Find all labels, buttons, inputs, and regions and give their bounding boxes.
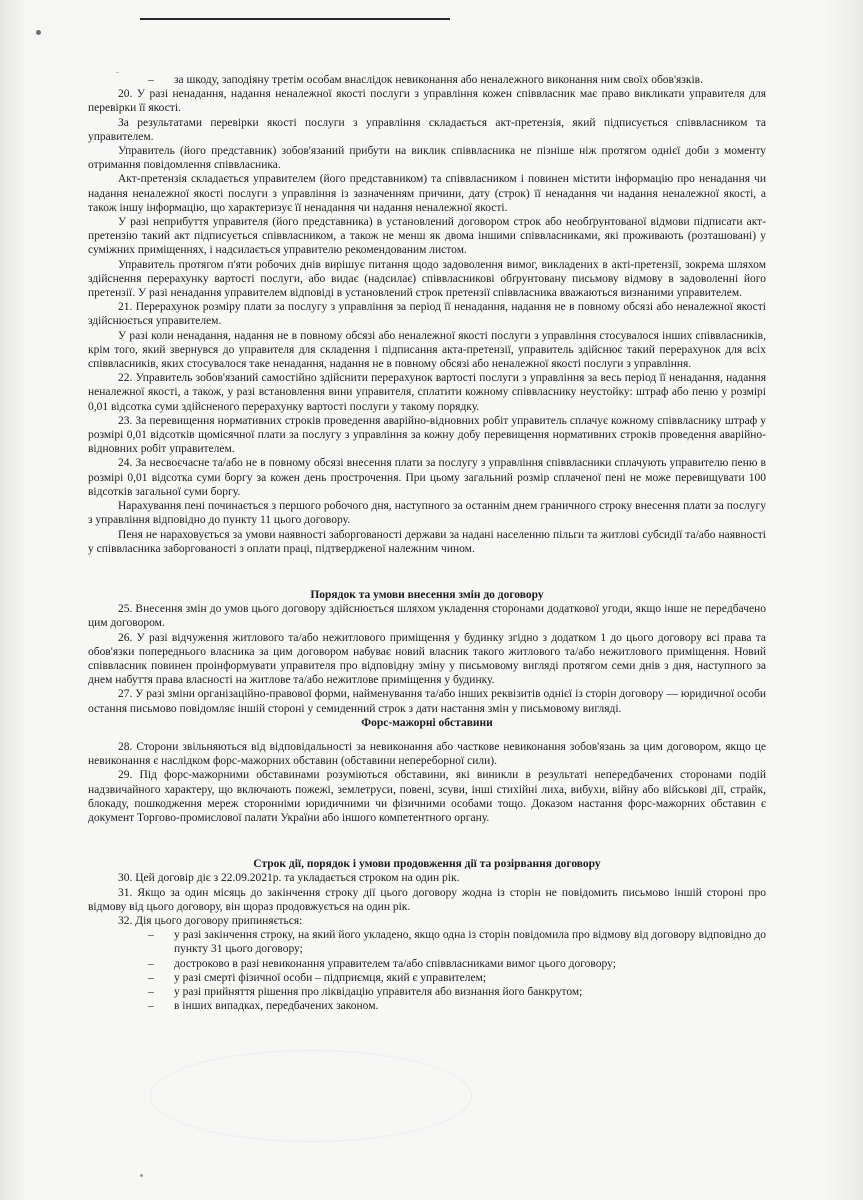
list-item-text: у разі закінчення строку, на який його укладено, якщо одна із сторін повідомила про відмову від договору відповідно до пункту 31 цього договору; <box>174 929 766 956</box>
list-item <box>88 73 766 87</box>
list-item-text: у разі прийняття рішення про ліквідацію управителя або визнання його банкрутом; <box>174 985 583 998</box>
clause-30: 30. Цей договір діє з 22.09.2021р. та укладається строком на один рік. <box>118 872 460 885</box>
scan-speck <box>36 30 41 35</box>
list-item <box>88 999 766 1013</box>
list-item <box>88 985 766 999</box>
bullet-mark: – <box>148 74 154 86</box>
paragraph: У разі коли ненадання, надання не в повному обсязі або неналежної якості послуги з управління стосувалося інших співвласників, крім того, який звернувся до управителя для складення і підписання акта-претензії, управитель здійснює такий перерахунок для всіх співвласників, яких стосувалося таке ненадання, надання не в повному обсязі або неналежної якості послуги з управління. <box>88 329 766 371</box>
list-item-text: достроково в разі невиконання управителем та/або співвласниками вимог цього договору; <box>174 957 616 970</box>
section-heading-force-majeure: Форс-мажорні обставини <box>361 716 493 729</box>
clause-23: 23. За перевищення нормативних строків проведення аварійно-відновних робіт управитель сплачує кожному співвласнику штраф у розмірі 0,01 відсотків щомісячної плати за послугу з управління за кожну добу перевищення нормативних строків проведення аварійно-відновних робіт управителем. <box>88 414 766 456</box>
list-item-text: за шкоду, заподіяну третім особам внаслідок невиконання або неналежного виконання ним своїх обов'язків. <box>174 74 703 86</box>
clause-29: 29. Під форс-мажорними обставинами розуміються обставини, які виникли в результаті непередбачених сторонами подій надзвичайного характеру, що включають пожежі, землетруси, повені, зсуви, інші стихійні лиха, вибухи, війну або військові дії, страйк, блокаду, пошкодження мереж сторонніми юридичними чи фізичними особами тощо. Доказом настання форс-мажорних обставин є документ Торгово-промислової палати України або іншого компетентного органу. <box>88 769 766 824</box>
paragraph: У разі неприбуття управителя (його представника) в установлений договором строк або необґрунтованої відмови підписати акт-претензію такий акт підписується співвласником, а також не менш як двома іншими співвласниками, які проживають (розташовані) у суміжних приміщеннях, і надсилається управителю рекомендованим листом. <box>88 216 766 257</box>
list-item <box>88 928 766 956</box>
clause-27: 27. У разі зміни організаційно-правової форми, найменування та/або інших реквізитів однієї із сторін договору — юридичної особи остання письмово повідомляє іншій стороні у семиденний строк з дати настання змін у письмовому вигляді. <box>88 688 767 715</box>
paragraph: Пеня не нараховується за умови наявності заборгованості держави за надані населенню пільги та житлові субсидії та/або наявності у співвласника заборгованості з оплати праці, підтвердженої належним чином. <box>88 528 766 555</box>
clause-31: 31. Якщо за один місяць до закінчення строку дії цього договору жодна із сторін не повідомить письмово іншій стороні про відмову від цього договору, він щораз продовжується на один рік. <box>88 886 766 913</box>
bullet-mark: – <box>148 985 154 998</box>
list-item-text: в інших випадках, передбачених законом. <box>174 1000 379 1013</box>
clause-25: 25. Внесення змін до умов цього договору здійснюється шляхом укладення сторонами додаткової угоди, якщо інше не передбачено цим договором. <box>88 603 766 630</box>
clause-24: 24. За несвоєчасне та/або не в повному обсязі внесення плати за послугу з управління співвласники сплачують управителю пеню в розмірі 0,01 відсотка суми боргу за кожен день прострочення. При цьому загальний розмір сплаченої пені не може перевищувати 100 відсотків загальної суми боргу. <box>88 457 766 498</box>
clause-20: 20. У разі ненадання, надання неналежної якості послуги з управління кожен співвласник має право викликати управителя для перевірки її якості. <box>88 88 766 115</box>
clause-22: 22. Управитель зобов'язаний самостійно здійснити перерахунок вартості послуги з управління за весь період її ненадання, надання неналежної якості, а також, у разі встановлення вини управителя, сплатити кожному співвласнику неустойку: штраф або пеню у розмірі 0,01 відсотка суми здійсненого перерахунку вартості послуги у такому порядку. <box>88 372 766 413</box>
section-heading-amendments: Порядок та умови внесення змін до договору <box>310 588 544 601</box>
clause-21: 21. Перерахунок розміру плати за послугу з управління за період її ненадання, надання не в повному обсязі або неналежної якості здійснюється управителем. <box>88 301 766 328</box>
document-body <box>88 73 766 1013</box>
paragraph: Нарахування пені починається з першого робочого дня, наступного за останнім днем граничного строку внесення плати за послугу з управління відповідно до пункту 11 цього договору. <box>88 500 766 527</box>
paragraph: Управитель (його представник) зобов'язаний прибути на виклик співвласника не пізніше ніж протягом однієї доби з моменту отримання повідомлення співвласника. <box>88 145 766 172</box>
list-item <box>88 971 766 985</box>
clause-26: 26. У разі відчуження житлового та/або нежитлового приміщення у будинку згідно з додатком 1 до цього договору всі права та обов'язки попереднього власника за цим договором набуває новий власник такого житлового та/або нежитлового приміщення. Новий співвласник повинен проінформувати управителя про відповідну зміну у письмовому вигляді протягом семи днів з дня, наступного за днем набуття права власності на житлове та/або нежитлове приміщення у будинку. <box>88 631 766 687</box>
bullet-mark: – <box>148 1000 154 1013</box>
section-heading-term: Строк дії, порядок і умови продовження дії та розірвання договору <box>253 858 601 871</box>
scan-speck-bottom <box>140 1174 143 1177</box>
clause-28: 28. Сторони звільняються від відповідальності за невиконання або часткове невиконання зобов'язань за цим договором, якщо це невиконання є наслідком форс-мажорних обставин (обставини непереборної сили). <box>88 740 766 768</box>
faint-stamp <box>150 1050 472 1142</box>
bullet-mark: – <box>148 957 154 970</box>
paragraph: Управитель протягом п'яти робочих днів вирішує питання щодо задоволення вимог, викладених в акті-претензії, зокрема шляхом здійснення перерахунку вартості послуги, або видає (надсилає) співвласникові обґрунтовану письмову відмову в задоволенні його претензії. У разі ненадання управителем відповіді в установлений строк претензії співвласника вважаються визнаними управителем. <box>88 258 766 300</box>
clause-32: 32. Дія цього договору припиняється: <box>118 914 303 927</box>
list-item-text: у разі смерті фізичної особи – підприємця, який є управителем; <box>174 971 487 984</box>
bullet-mark: – <box>148 971 154 984</box>
paragraph: За результатами перевірки якості послуги з управління складається акт-претензія, який підписується співвласником та управителем. <box>88 116 766 143</box>
paragraph: Акт-претензія складається управителем (його представником) та співвласником і повинен містити інформацію про ненадання чи надання неналежної якості послуги з управління із зазначенням причини, дату (строк) її ненадання чи надання неналежної якості, а також іншу інформацію, що характеризує її ненадання чи надання неналежної якості. <box>88 173 766 214</box>
bullet-mark: – <box>148 929 154 942</box>
top-rule <box>140 18 450 20</box>
list-item <box>88 957 766 971</box>
